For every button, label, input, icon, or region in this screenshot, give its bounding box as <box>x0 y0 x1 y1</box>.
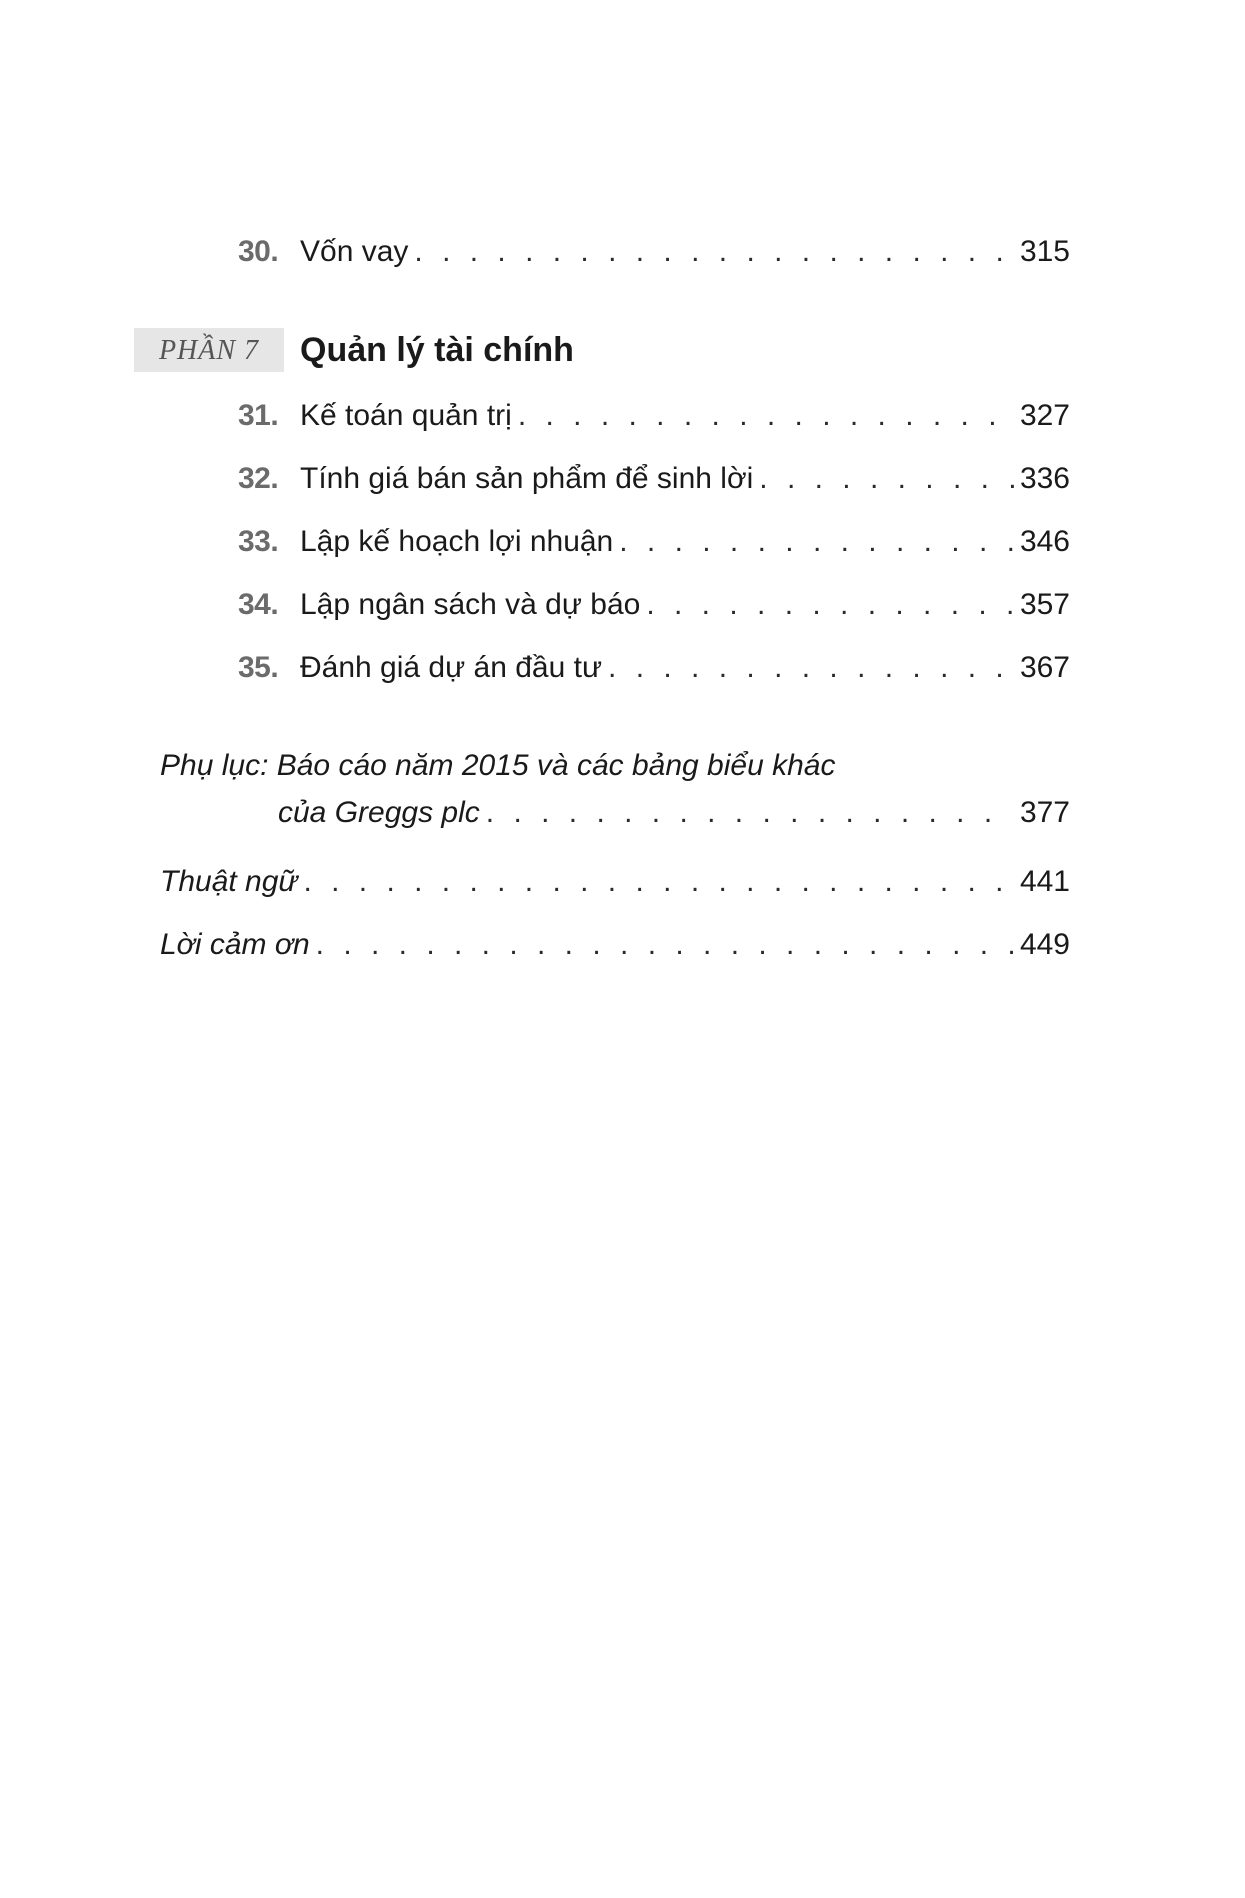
part-title: Quản lý tài chính <box>300 331 574 369</box>
toc-entry-glossary[interactable] <box>160 860 1070 904</box>
chapter-title: Kế toán quản trị <box>300 399 512 432</box>
toc-entry-31[interactable] <box>238 394 1070 438</box>
page-number: 336 <box>1014 457 1070 501</box>
dot-leader <box>602 646 1014 690</box>
chapter-number: 35. <box>238 651 279 684</box>
toc-entry-33[interactable] <box>238 520 1070 564</box>
chapter-title: Lập ngân sách và dự báo <box>300 588 641 621</box>
page-number: 346 <box>1014 520 1070 564</box>
dot-leader <box>753 457 1014 501</box>
glossary-title: Thuật ngữ <box>160 865 298 898</box>
dot-leader <box>613 520 1014 564</box>
dot-leader <box>408 230 1014 274</box>
toc-entry-35[interactable] <box>238 646 1070 690</box>
page-number: 367 <box>1014 646 1070 690</box>
part-label: PHẦN 7 <box>134 328 284 372</box>
dot-leader <box>480 791 1014 835</box>
chapter-title: Vốn vay <box>300 235 409 268</box>
chapter-number: 34. <box>238 588 279 621</box>
chapter-title: Đánh giá dự án đầu tư <box>300 651 603 684</box>
chapter-number: 32. <box>238 462 279 495</box>
appendix-title[interactable]: Phụ lục: Báo cáo năm 2015 và các bảng biểu khác <box>160 749 836 782</box>
chapter-number: 30. <box>238 235 279 268</box>
page-number: 377 <box>1014 791 1070 835</box>
toc-entry-30[interactable] <box>238 230 1070 274</box>
appendix-subtitle: của Greggs plc <box>278 796 480 829</box>
chapter-title: Tính giá bán sản phẩm để sinh lời <box>300 462 754 495</box>
acknowledgements-title: Lời cảm ơn <box>160 928 310 961</box>
page-number: 327 <box>1014 394 1070 438</box>
dot-leader <box>297 860 1014 904</box>
page-number: 441 <box>1014 860 1070 904</box>
chapter-number: 33. <box>238 525 279 558</box>
toc-entry-acknowledgements[interactable] <box>160 923 1070 967</box>
dot-leader <box>512 394 1014 438</box>
toc-entry-34[interactable] <box>238 583 1070 627</box>
page-number: 315 <box>1014 230 1070 274</box>
toc-entry-appendix[interactable] <box>278 791 1070 835</box>
page-number: 357 <box>1014 583 1070 627</box>
chapter-number: 31. <box>238 399 279 432</box>
dot-leader <box>640 583 1014 627</box>
toc-entry-32[interactable] <box>238 457 1070 501</box>
chapter-title: Lập kế hoạch lợi nhuận <box>300 525 614 558</box>
dot-leader <box>310 923 1014 967</box>
page-number: 449 <box>1014 923 1070 967</box>
